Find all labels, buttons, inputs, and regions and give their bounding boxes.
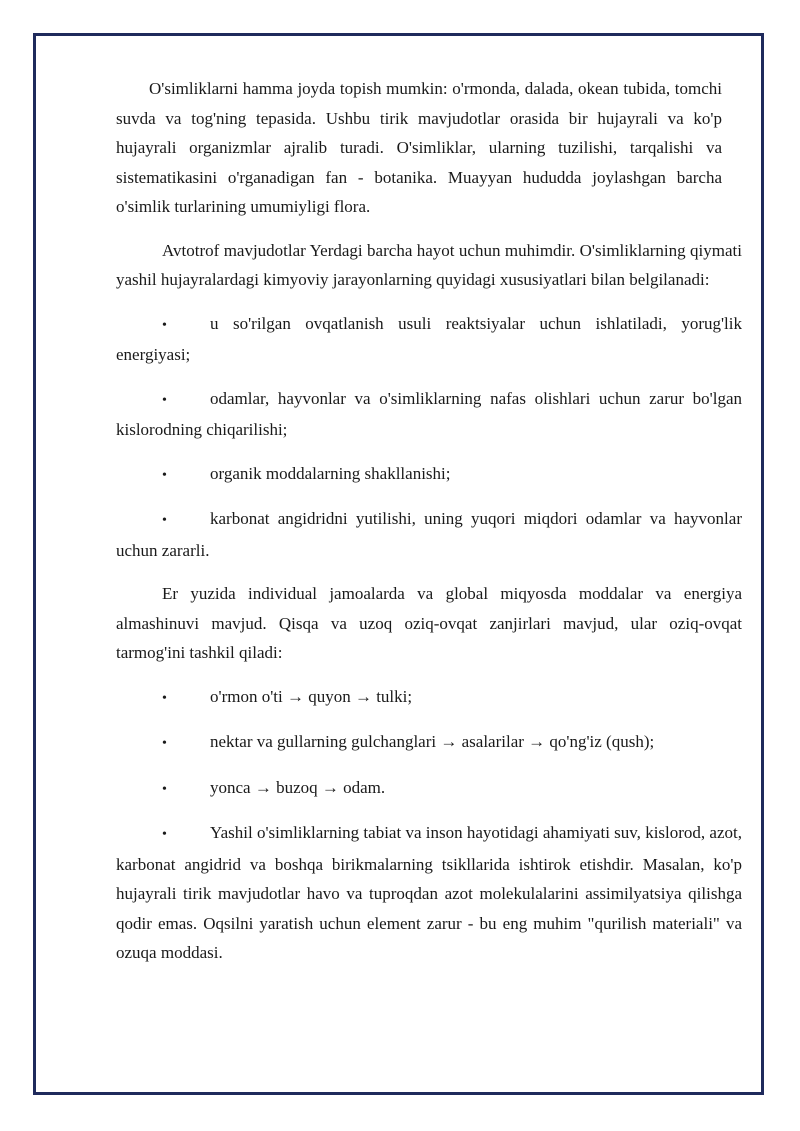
bullet-icon xyxy=(162,504,210,536)
list-item-text: yonca → buzoq → odam. xyxy=(210,777,386,797)
list-item xyxy=(116,818,742,968)
paragraph-food-chains: Er yuzida individual jamoalarda va global miqyosda moddalar va energiya almashinuvi mavjud. Qisqa va uzoq oziq-ovqat zanjirlari mavjud, ular oziq-ovqat tarmog'ini tashkil qiladi: xyxy=(116,584,742,662)
list-item xyxy=(116,773,742,805)
list-item-text: odamlar, hayvonlar va o'simliklarning nafas olishlari uchun zarur bo'lgan kislorodning chiqarilishi; xyxy=(116,388,742,439)
list-item xyxy=(116,727,742,759)
list-item-text: o'rmon o'ti → quyon → tulki; xyxy=(210,686,413,706)
list-item xyxy=(116,504,742,565)
list-item-text: organik moddalarning shakllanishi; xyxy=(210,463,451,483)
bullet-icon xyxy=(162,727,210,759)
list-item-text: karbonat angidridni yutilishi, uning yuqori miqdori odamlar va hayvonlar uchun zararli. xyxy=(116,509,742,560)
bullet-icon xyxy=(162,309,210,341)
list-item-text: Yashil o'simliklarning tabiat va inson hayotidagi ahamiyati suv, kislorod, azot, karbonat angidrid va boshqa birikmalarning tsikllarida ishtirok etishdir. Masalan, ko'p hujayrali tirik mavjudotlar havo va tuproqdan azot molekulalarini assimilyatsiya qilishga qodir emas. Oqsilni yaratish uchun element zarur - bu eng muhim "qurilish materiali" va ozuqa moddasi. xyxy=(116,823,742,962)
bullet-icon xyxy=(162,384,210,416)
paragraph-autotroph: Avtotrof mavjudotlar Yerdagi barcha hayot uchun muhimdir. O'simliklarning qiymati yashil hujayralardagi kimyoviy jarayonlarning quyidagi xususiyatlari bilan belgilanadi: xyxy=(116,240,742,289)
list-item-text: u so'rilgan ovqatlanish usuli reaktsiyalar uchun ishlatiladi, yorug'lik energiyasi; xyxy=(116,313,742,364)
list-item-text: nektar va gullarning gulchanglari → asalarilar → qo'ng'iz (qush); xyxy=(210,732,655,751)
bullet-icon xyxy=(162,459,210,491)
list-item xyxy=(116,459,742,491)
paragraph-intro: O'simliklarni hamma joyda topish mumkin: o'rmonda, dalada, okean tubida, tomchi suvda va tog'ning tepasida. Ushbu tirik mavjudotlar orasida bir hujayrali va ko'p hujayrali organizmlar ajralib turadi. O'simliklar, ularning tuzilishi, tarqalishi va sistematikasini o'rganadigan fan - botanika. Muayyan hududda joylashgan barcha o'simlik turlarining umumiyligi flora. xyxy=(116,79,722,216)
bullet-icon xyxy=(162,818,210,850)
bullet-icon xyxy=(162,773,210,805)
document-body xyxy=(116,74,742,982)
list-item xyxy=(116,309,742,370)
list-item xyxy=(116,682,742,714)
bullet-icon xyxy=(162,682,210,714)
list-item xyxy=(116,384,742,445)
